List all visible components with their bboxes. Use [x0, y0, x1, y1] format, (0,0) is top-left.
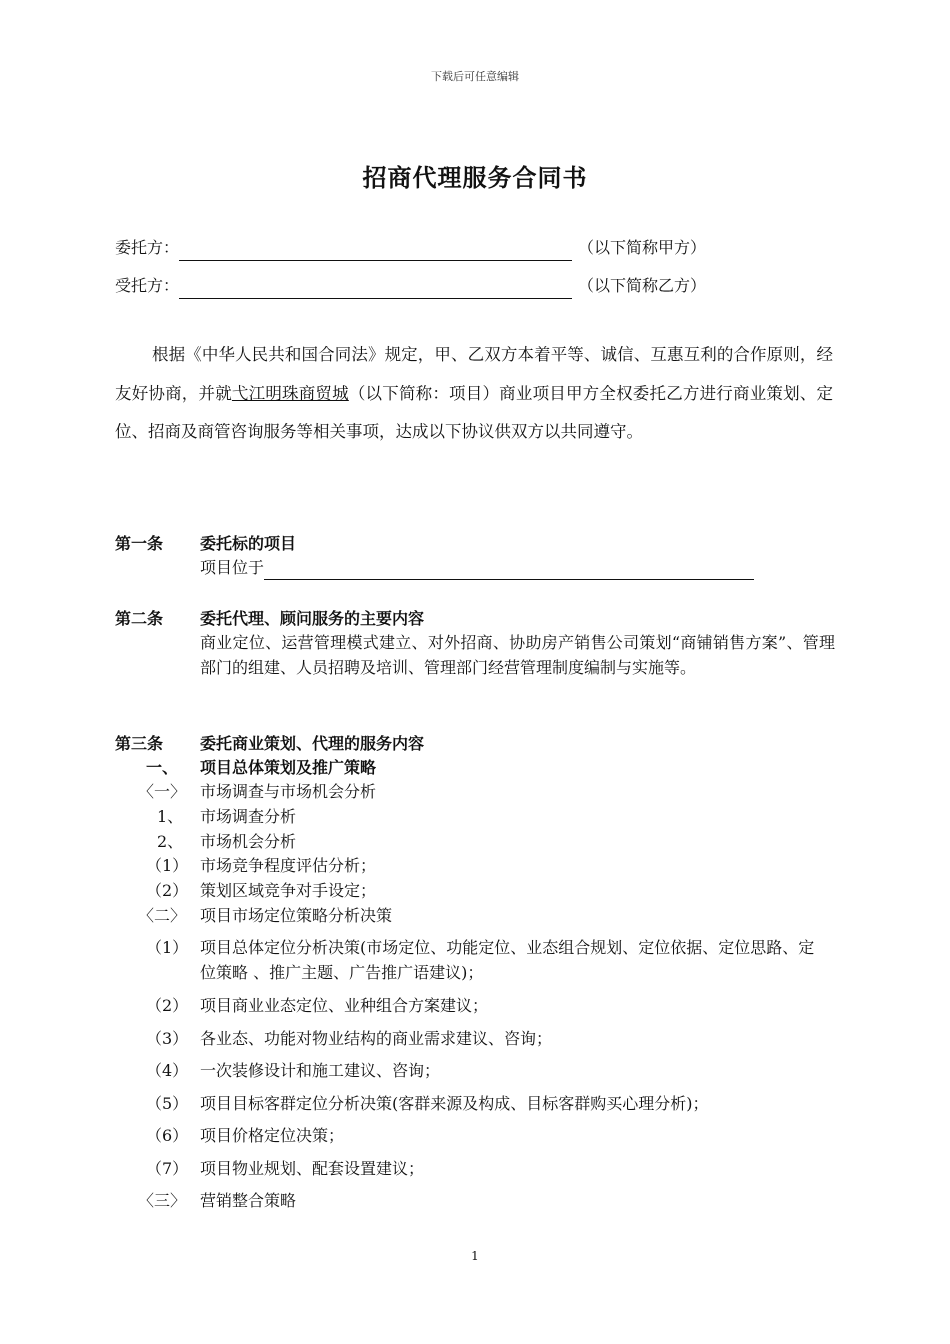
outline-text: 市场调查与市场机会分析 — [200, 782, 377, 801]
outline-text: 项目价格定位决策； — [200, 1126, 345, 1145]
agent-party-line — [115, 273, 706, 299]
outline-label: （4） — [146, 1061, 189, 1080]
outline-text: 项目目标客群定位分析决策(客群来源及构成、目标客群购买心理分析)； — [200, 1094, 709, 1113]
article-1-body — [200, 555, 835, 580]
outline-text: 各业态、功能对物业结构的商业需求建议、咨询； — [200, 1029, 553, 1048]
client-blank — [179, 242, 572, 261]
outline-text: 项目总体定位分析决策(市场定位、功能定位、业态组合规划、定位依据、定位思路、定位策略 、推广主题、广告推广语建议)； — [200, 938, 815, 982]
article-2-title: 委托代理、顾问服务的主要内容 — [200, 609, 425, 628]
agent-blank — [179, 280, 572, 299]
agent-suffix: （以下简称乙方） — [578, 276, 707, 295]
outline-text: 策划区域竞争对手设定； — [200, 881, 377, 900]
intro-after: （以下简称：项目）商业项目甲方全权委托乙方进行商业策划、定位、招商及商管咨询服务等相关事项，达成以下协议供双方以共同遵守。 — [115, 383, 834, 441]
outline-text: 市场竞争程度评估分析； — [200, 856, 377, 875]
page-number: 1 — [471, 1249, 479, 1263]
outline-text: 一次装修设计和施工建议、咨询； — [200, 1061, 441, 1080]
outline-text: 市场调查分析 — [200, 807, 297, 826]
outline-label: 〈二〉 — [138, 906, 187, 925]
outline-label: 〈三〉 — [138, 1191, 187, 1210]
outline-label: 2、 — [157, 832, 184, 851]
outline-label: （1） — [146, 938, 189, 957]
outline-label: （2） — [146, 881, 189, 900]
outline-text: 市场机会分析 — [200, 832, 297, 851]
article-2-number: 第二条 — [115, 609, 164, 628]
outline-text: 项目总体策划及推广策略 — [200, 758, 377, 777]
outline-text: 项目物业规划、配套设置建议； — [200, 1159, 425, 1178]
outline-text: 营销整合策略 — [200, 1191, 297, 1210]
client-label: 委托方： — [115, 238, 180, 257]
page-header: 下载后可任意编辑 — [431, 70, 519, 83]
outline-label: （3） — [146, 1029, 189, 1048]
outline-label: （6） — [146, 1126, 189, 1145]
outline-text: 项目市场定位策略分析决策 — [200, 906, 393, 925]
agent-label: 受托方： — [115, 276, 180, 295]
client-suffix: （以下简称甲方） — [578, 238, 707, 257]
client-party-line — [115, 235, 706, 261]
intro-paragraph — [115, 336, 833, 452]
article-3-title: 委托商业策划、代理的服务内容 — [200, 734, 425, 753]
article-3-number: 第三条 — [115, 734, 164, 753]
outline-label: （5） — [146, 1094, 189, 1113]
outline-label: 1、 — [157, 807, 184, 826]
outline-label: 〈一〉 — [138, 782, 187, 801]
article-1-title: 委托标的项目 — [200, 534, 297, 553]
document-title: 招商代理服务合同书 — [362, 164, 588, 192]
outline-label: （7） — [146, 1159, 189, 1178]
project-location-blank — [264, 561, 754, 580]
project-location-label: 项目位于 — [200, 558, 265, 577]
outline-label: （1） — [146, 856, 189, 875]
outline-text: 项目商业业态定位、业种组合方案建议； — [200, 996, 489, 1015]
outline-label: 一、 — [146, 758, 179, 777]
project-name: 弋江明珠商贸城 — [231, 383, 349, 403]
outline-label: （2） — [146, 996, 189, 1015]
article-2-body: 商业定位、运营管理模式建立、对外招商、协助房产销售公司策划“商铺销售方案”、管理部门的组建、人员招聘及培训、管理部门经营管理制度编制与实施等。 — [200, 633, 835, 677]
intro-before: 根据《中华人民共和国合同法》规定，甲、乙双方本着平等、诚信、互惠互利的合作原则，经友好协商，并就 — [115, 345, 833, 403]
article-1-number: 第一条 — [115, 534, 164, 553]
